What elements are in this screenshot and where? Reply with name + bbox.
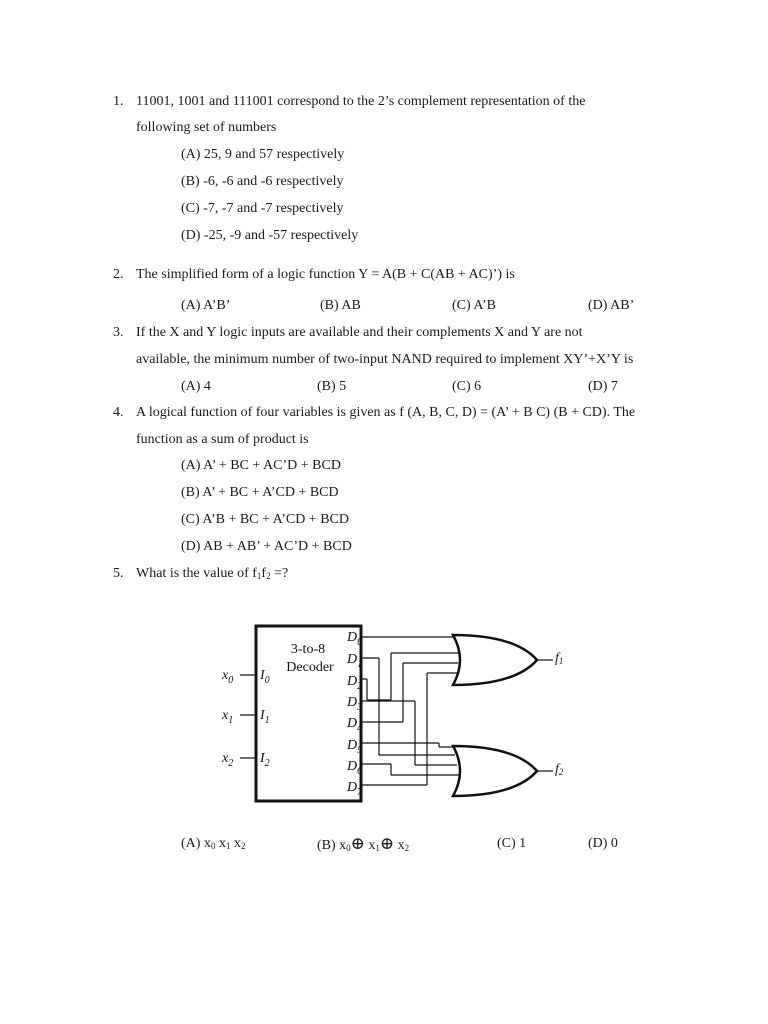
question-5-option-a: (A) $x_0$ $x_1$ $x_2$ (181, 836, 246, 851)
decoder-title-line-2: Decoder (286, 660, 334, 675)
question-2-option-c: (C) A’B (452, 298, 496, 313)
question-3-option-c: (C) 6 (452, 379, 482, 394)
question-1-text-line-2: following set of numbers (136, 120, 277, 135)
question-5-option-d: (D) 0 (588, 836, 618, 851)
output-f1-label: $f_1$ (555, 651, 564, 666)
svg-text:I0: $I_0$ (260, 668, 270, 686)
question-4-text-line-2: function as a sum of product is (136, 432, 309, 447)
output-f2-label: $f_2$ (555, 762, 564, 777)
output-label-d1: $D_1$ (347, 652, 363, 670)
question-1-number: 1. (113, 94, 124, 109)
or-gate-f1 (453, 635, 537, 685)
question-3-option-b: (B) 5 (317, 379, 347, 394)
question-4-option-d: (D) AB + AB’ + AC’D + BCD (181, 539, 352, 554)
decoder-title-line-1: 3-to-8 (290, 642, 326, 657)
output-label-d4: $D_4$ (347, 716, 363, 734)
input-x1 (221, 708, 270, 726)
question-5-number: 5. (113, 566, 124, 581)
svg-text:I1: $I_1$ (260, 708, 270, 726)
question-3-option-d: (D) 7 (588, 379, 618, 394)
output-label-d7: $D_7$ (347, 780, 363, 798)
question-1-option-b: (B) -6, -6 and -6 respectively (181, 174, 344, 189)
decoder-circuit-diagram (215, 615, 555, 810)
question-4-text-line-1: A logical function of four variables is given as f (A, B, C, D) = (A’ + B C) (B + CD). The (136, 405, 636, 420)
question-3-option-a: (A) 4 (181, 379, 211, 394)
question-1-option-d: (D) -25, -9 and -57 respectively (181, 228, 359, 243)
question-4-option-a: (A) A’ + BC + AC’D + BCD (181, 458, 341, 473)
question-5-option-b: (B) $x_0\oplus$ $x_1\oplus$ $x_2$ (317, 834, 410, 853)
question-5-option-c: (C) 1 (497, 836, 527, 851)
question-2-option-d: (D) AB’ (588, 298, 635, 313)
output-label-d5: $D_5$ (347, 738, 363, 756)
question-2-option-a: (A) A’B’ (181, 298, 231, 313)
svg-text:x1: $x_1$ (222, 708, 234, 726)
question-2-text: The simplified form of a logic function Y = A(B + C(AB + AC)’) is (136, 267, 515, 282)
question-4-number: 4. (113, 405, 124, 420)
question-4-option-b: (B) A’ + BC + A’CD + BCD (181, 485, 339, 500)
question-2-option-b: (B) AB (320, 298, 361, 313)
question-3-number: 3. (113, 325, 124, 340)
question-5-text: What is the value of $f_1f_2$ =? (136, 566, 289, 581)
question-1-text-line-1: 11001, 1001 and 111001 correspond to the 2’s complement representation of the (136, 94, 586, 109)
question-3-text-line-1: If the X and Y logic inputs are available and their complements X and Y are not (136, 325, 583, 340)
input-x2 (221, 751, 270, 769)
output-label-d2: $D_2$ (347, 674, 363, 692)
or-gate-f2 (453, 746, 537, 796)
input-x0 (221, 668, 270, 686)
question-1-option-c: (C) -7, -7 and -7 respectively (181, 201, 344, 216)
circuit-wiring (361, 637, 463, 785)
question-4-option-c: (C) A’B + BC + A’CD + BCD (181, 512, 349, 527)
svg-text:x0: $x_0$ (222, 668, 234, 686)
question-2-number: 2. (113, 267, 124, 282)
question-1-option-a: (A) 25, 9 and 57 respectively (181, 147, 345, 162)
svg-text:x2: $x_2$ (222, 751, 234, 769)
svg-text:I2: $I_2$ (260, 751, 270, 769)
question-3-text-line-2: available, the minimum number of two-input NAND required to implement XY’+X’Y is (136, 352, 634, 367)
output-label-d3: $D_3$ (347, 695, 363, 713)
output-label-d0: $D_0$ (347, 630, 363, 648)
output-label-d6: $D_6$ (347, 759, 363, 777)
